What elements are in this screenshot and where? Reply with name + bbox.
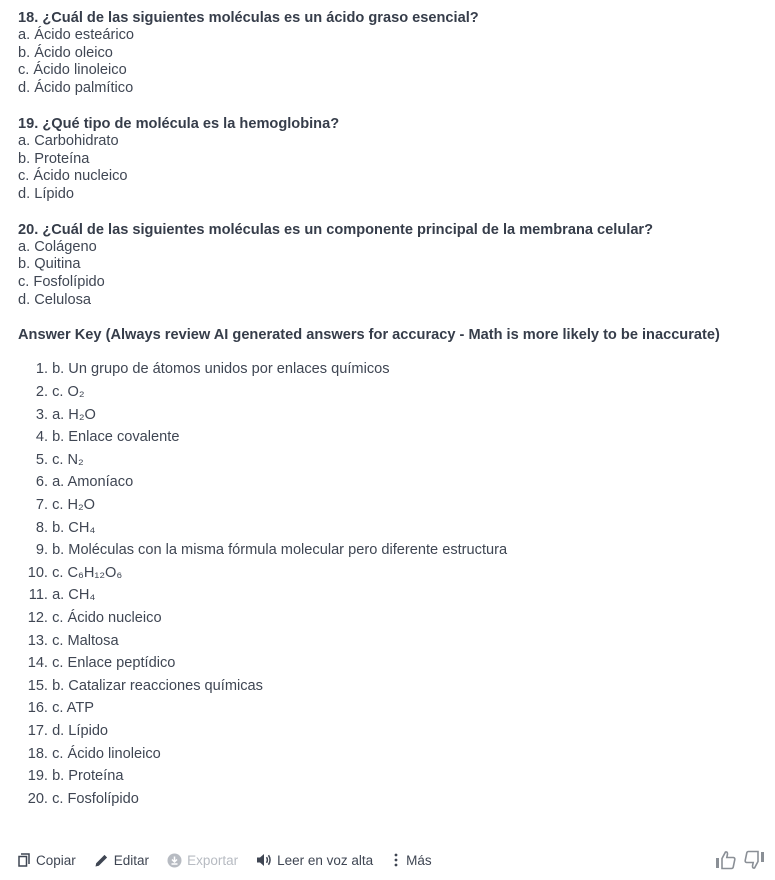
answer-text: b. CH₄ bbox=[52, 519, 96, 536]
more-label: Más bbox=[406, 852, 432, 868]
answer-number: 18. bbox=[27, 745, 48, 762]
answer-item bbox=[18, 765, 765, 788]
copy-icon bbox=[18, 853, 31, 867]
answer-item bbox=[18, 743, 765, 766]
answer-text: c. Maltosa bbox=[52, 632, 119, 649]
answer-number: 7. bbox=[35, 497, 48, 513]
answer-text: c. C₆H₁₂O₆ bbox=[52, 564, 123, 581]
edit-label: Editar bbox=[113, 852, 150, 868]
answer-item bbox=[18, 675, 765, 698]
answer-item bbox=[18, 562, 765, 585]
answer-item bbox=[18, 471, 765, 494]
feedback-group bbox=[709, 850, 765, 870]
answer-item bbox=[18, 539, 765, 562]
answer-text: c. N₂ bbox=[52, 451, 84, 468]
answer-number: 11. bbox=[28, 587, 48, 604]
answer-item bbox=[18, 788, 765, 811]
answer-item bbox=[18, 720, 765, 743]
dislike-button[interactable] bbox=[743, 850, 765, 870]
question-19 bbox=[18, 115, 765, 204]
answer-item bbox=[18, 404, 765, 427]
answer-number: 6. bbox=[35, 474, 48, 491]
answer-text: a. H₂O bbox=[52, 406, 96, 423]
answer-text: c. Ácido nucleico bbox=[52, 609, 162, 626]
answer-item bbox=[18, 449, 765, 472]
answer-number: 10. bbox=[27, 564, 48, 581]
answer-text: c. Fosfolípido bbox=[52, 790, 139, 807]
question-18 bbox=[18, 9, 765, 98]
answer-number: 3. bbox=[35, 406, 48, 423]
document-content bbox=[18, 9, 765, 810]
speaker-icon bbox=[256, 853, 272, 867]
answer-item bbox=[18, 517, 765, 540]
copy-label: Copiar bbox=[36, 852, 76, 868]
question-title: 18. ¿Cuál de las siguientes moléculas es un ácido graso esencial? bbox=[18, 10, 479, 26]
read-aloud-button[interactable] bbox=[256, 853, 373, 868]
like-button[interactable] bbox=[715, 850, 737, 870]
answer-text: c. ATP bbox=[52, 700, 94, 717]
answer-text: c. Ácido linoleico bbox=[52, 745, 161, 762]
answer-text: c. Enlace peptídico bbox=[52, 655, 176, 672]
question-option: b. Quitina bbox=[18, 256, 81, 273]
answer-item bbox=[18, 652, 765, 675]
answer-text: d. Lípido bbox=[52, 722, 109, 739]
question-option: d. Lípido bbox=[18, 185, 74, 202]
question-option: b. Proteína bbox=[18, 150, 90, 167]
answer-item bbox=[18, 494, 765, 517]
question-option: c. Ácido nucleico bbox=[18, 168, 128, 185]
answer-number: 17. bbox=[27, 722, 48, 739]
vertical-dots-icon bbox=[391, 853, 401, 867]
answer-number: 1. bbox=[35, 361, 48, 378]
question-option: c. Ácido linoleico bbox=[18, 62, 127, 79]
question-option: c. Fosfolípido bbox=[18, 274, 105, 291]
read-aloud-label: Leer en voz alta bbox=[277, 852, 374, 868]
answer-text: b. Moléculas con la misma fórmula molecular pero diferente estructura bbox=[52, 542, 508, 559]
export-button[interactable] bbox=[167, 853, 238, 868]
pencil-icon bbox=[94, 853, 109, 868]
answer-text: b. Enlace covalente bbox=[52, 429, 180, 446]
question-option: d. Ácido palmítico bbox=[18, 80, 134, 97]
answer-item bbox=[18, 381, 765, 404]
answer-number: 5. bbox=[35, 451, 48, 468]
answer-number: 8. bbox=[35, 519, 48, 536]
answer-key-list bbox=[18, 358, 765, 810]
answer-number: 12. bbox=[27, 609, 48, 626]
thumbs-down-icon bbox=[743, 850, 765, 870]
answer-number: 4. bbox=[35, 429, 48, 446]
thumbs-up-icon bbox=[715, 850, 737, 870]
answer-number: 16. bbox=[27, 700, 48, 717]
question-option: a. Colágeno bbox=[18, 238, 97, 255]
answer-text: b. Catalizar reacciones químicas bbox=[52, 677, 263, 694]
question-option: d. Celulosa bbox=[18, 291, 92, 308]
question-title: 19. ¿Qué tipo de molécula es la hemoglobina? bbox=[18, 115, 340, 132]
question-option: b. Ácido oleico bbox=[18, 44, 113, 61]
question-option: a. Ácido esteárico bbox=[18, 27, 135, 43]
question-title: 20. ¿Cuál de las siguientes moléculas es un componente principal de la membrana celular? bbox=[18, 221, 654, 238]
answer-text: a. CH₄ bbox=[52, 587, 96, 604]
answer-text: b. Proteína bbox=[52, 768, 124, 785]
answer-item bbox=[18, 426, 765, 449]
answer-text: c. H₂O bbox=[52, 497, 96, 513]
answer-number: 15. bbox=[27, 677, 48, 694]
edit-button[interactable] bbox=[94, 853, 149, 868]
answer-number: 13. bbox=[27, 632, 48, 649]
answer-number: 19. bbox=[27, 768, 48, 785]
response-toolbar bbox=[18, 849, 765, 871]
answer-item bbox=[18, 630, 765, 653]
answer-item bbox=[18, 584, 765, 607]
question-option: a. Carbohidrato bbox=[18, 132, 119, 149]
answer-text: a. Amoníaco bbox=[52, 474, 134, 491]
answer-text: c. O₂ bbox=[52, 384, 85, 401]
answer-item bbox=[18, 358, 765, 381]
copy-button[interactable] bbox=[18, 853, 76, 868]
answer-number: 20. bbox=[27, 790, 48, 807]
answer-item bbox=[18, 697, 765, 720]
answer-number: 2. bbox=[35, 384, 48, 401]
download-icon bbox=[167, 853, 182, 868]
question-20 bbox=[18, 221, 765, 310]
export-label: Exportar bbox=[187, 852, 239, 868]
answer-item bbox=[18, 607, 765, 630]
more-button[interactable] bbox=[391, 853, 432, 868]
answer-text: b. Un grupo de átomos unidos por enlaces químicos bbox=[52, 361, 390, 378]
answer-number: 14. bbox=[27, 655, 48, 672]
answer-key-title: Answer Key (Always review AI generated answers for accuracy - Math is more likely to be inaccurate) bbox=[18, 327, 720, 344]
answer-number: 9. bbox=[35, 542, 48, 559]
